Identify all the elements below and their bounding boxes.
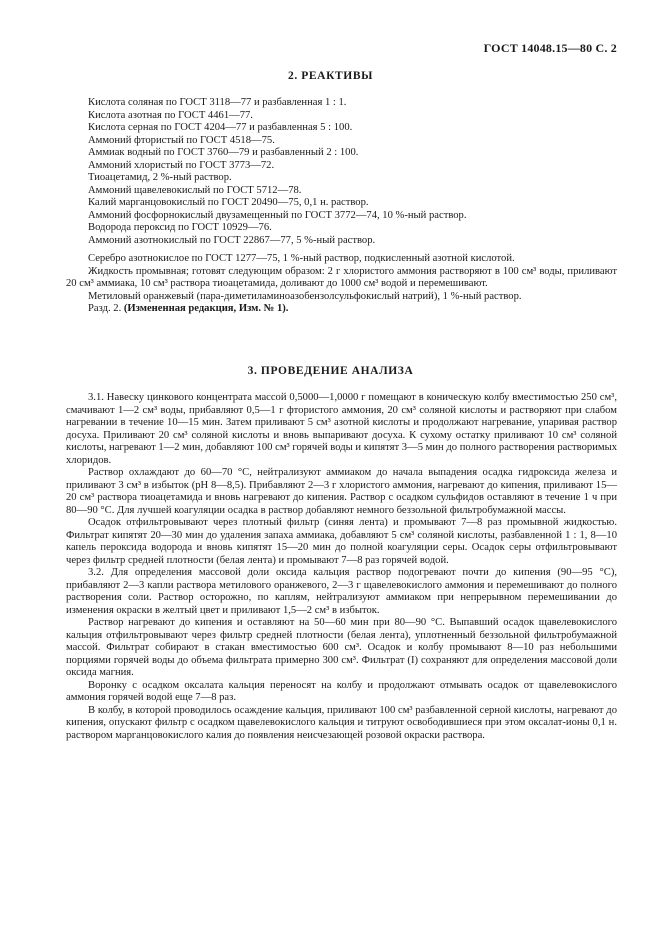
reagents-list	[88, 97, 616, 247]
reagent-item: Аммоний хлористый по ГОСТ 3773—72.	[88, 159, 275, 171]
analysis-paragraph: 3.2. Для определения массовой доли оксида кальция раствор подогревают почти до кипения (90—95 °С), прибавляют 2—3 капли раствора метилового оранжевого, 2—3 г щавелевокислого аммония и перемешивают до полного растворения соли. Раствор осторожно, по каплям, нейтрализуют аммиаком при непрерывном перемешивании до изменения окраски в желтый цвет и приливают 1,5—2 см³ в избыток.	[66, 567, 617, 616]
analysis-paragraph: Воронку с осадком оксалата кальция переносят на колбу и продолжают отмывать осадок от щавелевокислого аммония горячей водой еще 7—8 раз.	[66, 679, 617, 703]
methyl-orange-paragraph: Метиловый оранжевый (пара-диметиламиноазобензолсульфокислый натрий), 1 %-ный раствор.	[88, 290, 522, 302]
reagent-item: Калий марганцовокислый по ГОСТ 20490—75, 0,1 н. раствор.	[88, 197, 369, 208]
reagent-item: Аммиак водный по ГОСТ 3760—79 и разбавленный 2 : 100.	[88, 147, 359, 158]
reagent-item: Аммоний фтористый по ГОСТ 4518—75.	[88, 134, 275, 146]
analysis-paragraph: 3.1. Навеску цинкового концентрата массой 0,5000—1,0000 г помещают в коническую колбу вместимостью 250 см³, смачивают 1—2 см³ воды, прибавляют 0,5—1 г фтористого аммония, 20 см³ соляной кислоты и растворяют при слабом нагревании в течение 10—15 мин. Затем приливают 5 см³ азотной кислоты и продолжают нагревание, упаривая раствор досуха. Приливают 20 см³ соляной кислоты и вновь выпаривают досуха. К сухому остатку приливают 10 см³ соляной кислоты, нагревают 1—2 мин, добавляют 100 см³ горячей воды и кипятят 3—5 мин до полного растворения растворимых хлоридов.	[66, 392, 617, 466]
reagent-item: Кислота соляная по ГОСТ 3118—77 и разбавленная 1 : 1.	[88, 97, 347, 108]
reagent-item: Аммоний щавелевокислый по ГОСТ 5712—78.	[88, 184, 302, 196]
analysis-paragraph: Раствор нагревают до кипения и оставляют на 50—60 мин при 80—90 °С. Выпавший осадок щавелевокислого кальция отфильтровывают через фильтр средней плотности (белая лента), уплотненный беззольной фильтробумажной массой. Фильтрат собирают в стакан вместимостью 600 см³. Осадок и колбу промывают 8—10 раз небольшими порциями горячей воды до объема фильтрата примерно 300 см³. Фильтрат (I) сохраняют для определения массовой доли оксида магния.	[66, 617, 617, 678]
section-2-title: 2. РЕАКТИВЫ	[287, 70, 374, 82]
section-3-body	[66, 392, 617, 742]
analysis-paragraph: Осадок отфильтровывают через плотный фильтр (синяя лента) и промывают 7—8 раз промывной жидкостью. Фильтрат кипятят 20—30 мин до удаления запаха аммиака, добавляют 5 см³ соляной кислоты, разбавленной 1 : 1, 8—10 капель пероксида водорода и вновь кипятят 15—20 мин до полной коагуляции серы. Осадок серы отфильтровывают через фильтр средней плотности (белая лента) и промывают 7—8 раз горячей водой.	[66, 517, 617, 566]
reagent-item: Тиоацетамид, 2 %-ный раствор.	[88, 172, 232, 183]
page-header: ГОСТ 14048.15—80 С. 2	[483, 41, 617, 55]
reagent-item: Аммоний азотнокислый по ГОСТ 22867—77, 5 %-ный раствор.	[88, 234, 376, 246]
section-2-body	[66, 253, 617, 316]
analysis-paragraph: В колбу, в которой проводилось осаждение кальция, приливают 100 см³ разбавленной серной кислоты, нагревают до кипения, опускают фильтр с осадком щавелевокислого кальция и титруют освободившиеся при этом оксалат-ионы 0,1 н. раствором марганцовокислого калия до появления неисчезающей розовой окраски раствора.	[66, 704, 617, 741]
edition-text: (Измененная редакция, Изм. № 1).	[123, 303, 289, 314]
wash-liquid-paragraph: Жидкость промывная; готовят следующим образом: 2 г хлористого аммония растворяют в 100 см³ воды, приливают 20 см³ аммиака, 10 см³ раствора тиоацетамида, доливают до 1000 см³ водой и перемешивают.	[66, 265, 617, 289]
edition-prefix: Разд. 2.	[88, 303, 122, 314]
section-3-title: 3. ПРОВЕДЕНИЕ АНАЛИЗА	[247, 365, 414, 377]
reagent-item: Аммоний фосфорнокислый двузамещенный по ГОСТ 3772—74, 10 %-ный раствор.	[88, 209, 467, 221]
edition-note	[66, 303, 617, 316]
reagent-item: Серебро азотнокислое по ГОСТ 1277—75, 1 %-ный раствор, подкисленный азотной кислотой.	[88, 253, 515, 264]
reagent-item: Водорода пероксид по ГОСТ 10929—76.	[88, 222, 272, 233]
reagent-item: Кислота серная по ГОСТ 4204—77 и разбавленная 5 : 100.	[88, 122, 353, 133]
reagent-item: Кислота азотная по ГОСТ 4461—77.	[88, 109, 253, 121]
analysis-paragraph: Раствор охлаждают до 60—70 °С, нейтрализуют аммиаком до начала выпадения осадка гидроксида железа и приливают 3 см³ в избыток (рН 8—8,5). Прибавляют 2—3 г хлористого аммония, нагревают до кипения, приливают 15—20 см³ раствора тиоацетамида и вновь нагревают до кипения. Раствор с осадком сульфидов оставляют в течение 1 ч при 80—90 °С. Для лучшей коагуляции осадка в раствор добавляют немного беззольной фильтробумажной массы.	[66, 467, 617, 516]
